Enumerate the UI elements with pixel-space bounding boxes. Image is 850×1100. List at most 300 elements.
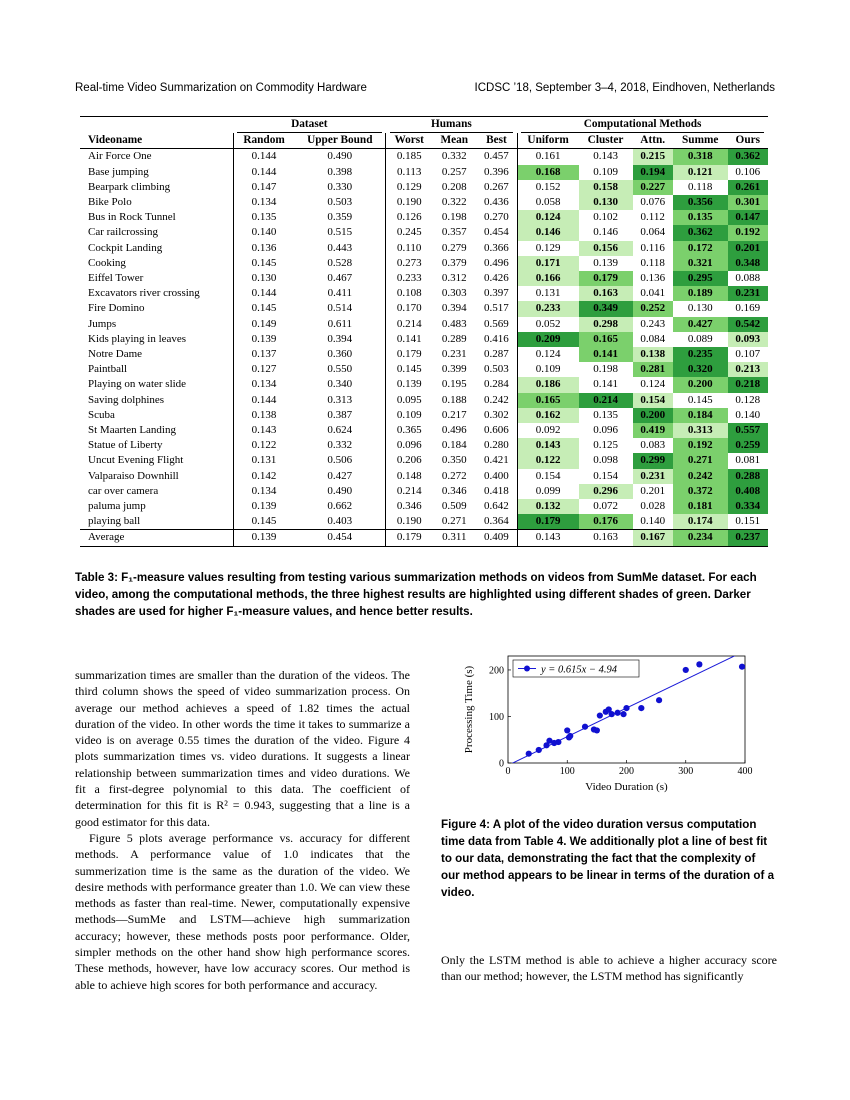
video-name-cell: Base jumping [88,165,149,178]
score-cell: 0.301 [728,195,768,210]
table-row [80,317,768,332]
score-cell: 0.272 [441,469,467,482]
score-cell: 0.093 [728,332,768,347]
score-cell: 0.218 [728,377,768,392]
score-cell: 0.624 [327,424,353,437]
data-point [620,711,626,717]
table-row [80,165,768,180]
score-cell: 0.170 [386,301,433,316]
score-cell: 0.135 [593,408,618,421]
score-cell: 0.271 [673,453,728,468]
score-cell: 0.267 [484,180,509,193]
score-cell: 0.190 [386,514,433,530]
table-row [80,301,768,316]
header-title: Real-time Video Summarization on Commodity Hardware [75,82,367,94]
score-cell: 0.163 [579,530,633,546]
score-cell: 0.189 [673,286,728,301]
score-cell: 0.311 [432,530,476,546]
score-cell: 0.181 [673,499,728,514]
table-row [80,423,768,438]
score-cell: 0.145 [233,301,294,316]
score-cell: 0.237 [728,530,768,546]
column-header: Videoname [80,133,233,149]
video-name-cell: car over camera [88,484,159,497]
score-cell: 0.190 [386,195,433,210]
score-cell: 0.245 [386,225,433,240]
score-cell: 0.136 [640,272,666,285]
group-computational: Computational Methods [521,117,764,133]
score-cell: 0.330 [327,180,353,193]
score-cell: 0.052 [517,317,578,332]
score-cell: 0.215 [633,149,673,165]
column-header: Ours [728,133,768,149]
score-cell: 0.131 [233,453,294,468]
table-row [80,195,768,210]
score-cell: 0.394 [327,332,353,345]
table-row [80,210,768,225]
score-cell: 0.454 [484,226,509,239]
score-cell: 0.109 [593,165,618,178]
score-cell: 0.122 [233,438,294,453]
score-cell: 0.072 [593,500,618,513]
score-cell: 0.149 [233,317,294,332]
score-cell: 0.340 [327,378,353,391]
score-cell: 0.398 [327,165,353,178]
score-cell: 0.179 [386,347,433,362]
score-cell: 0.131 [517,286,578,301]
score-cell: 0.295 [673,271,728,286]
video-name-cell: Average [80,530,233,546]
table-body [80,149,768,546]
score-cell: 0.140 [233,225,294,240]
group-dataset: Dataset [237,117,382,133]
data-point [623,705,629,711]
score-cell: 0.176 [579,514,633,530]
score-cell: 0.144 [233,149,294,165]
left-column-text [75,667,410,993]
score-cell: 0.168 [517,165,578,180]
score-cell: 0.454 [295,530,386,546]
score-cell: 0.242 [673,469,728,484]
video-name-cell: playing ball [88,515,141,528]
score-cell: 0.509 [441,500,467,513]
score-cell: 0.321 [673,256,728,271]
score-cell: 0.081 [735,454,761,467]
header-venue: ICDSC ’18, September 3–4, 2018, Eindhoven, Netherlands [474,82,775,94]
video-name-cell: Jumps [88,317,117,330]
score-cell: 0.296 [579,484,633,499]
column-header-row [80,133,768,149]
y-tick-label: 0 [499,758,504,770]
score-cell: 0.192 [673,438,728,453]
table-row [80,514,768,530]
score-cell: 0.467 [327,272,353,285]
score-cell: 0.165 [517,393,578,408]
score-cell: 0.121 [673,165,728,180]
score-cell: 0.132 [517,499,578,514]
column-header: Mean [432,133,476,149]
score-cell: 0.503 [327,196,353,209]
video-name-cell: Bus in Rock Tunnel [88,211,176,224]
score-cell: 0.217 [441,408,467,421]
score-cell: 0.334 [728,499,768,514]
score-cell: 0.135 [233,210,294,225]
score-cell: 0.411 [327,287,352,300]
group-humans: Humans [390,117,514,133]
score-cell: 0.112 [640,211,665,224]
score-cell: 0.642 [484,500,509,513]
data-point [609,711,615,717]
results-table-container [80,116,768,547]
score-cell: 0.379 [441,256,467,269]
score-cell: 0.346 [441,484,467,497]
score-cell: 0.134 [233,377,294,392]
score-cell: 0.108 [386,286,433,301]
score-cell: 0.139 [233,499,294,514]
video-name-cell: Fire Domino [88,302,145,315]
video-name-cell: Saving dolphines [88,393,165,406]
score-cell: 0.141 [386,332,433,347]
score-cell: 0.083 [640,439,666,452]
score-cell: 0.110 [386,241,433,256]
score-cell: 0.208 [441,180,467,193]
score-cell: 0.289 [441,332,467,345]
score-cell: 0.126 [386,210,433,225]
table-row [80,393,768,408]
score-cell: 0.167 [633,530,673,546]
score-cell: 0.312 [441,272,467,285]
score-cell: 0.252 [633,301,673,316]
score-cell: 0.271 [441,515,467,528]
score-cell: 0.151 [735,515,761,528]
score-cell: 0.200 [673,377,728,392]
score-cell: 0.303 [441,287,467,300]
score-cell: 0.145 [687,393,713,406]
data-point [567,733,573,739]
table-row [80,408,768,423]
score-cell: 0.201 [728,241,768,256]
score-cell: 0.436 [484,196,509,209]
score-cell: 0.139 [593,256,618,269]
score-cell: 0.165 [579,332,633,347]
y-tick-label: 100 [489,711,504,723]
score-cell: 0.490 [327,150,353,163]
score-cell: 0.528 [327,256,353,269]
right-column-text [441,952,777,985]
video-name-cell: Paintball [88,363,128,376]
score-cell: 0.302 [484,408,509,421]
right-paragraph-1: Only the LSTM method is able to achieve a higher accuracy score than our method; however, the LSTM method has significantly [441,953,777,984]
score-cell: 0.457 [484,150,509,163]
y-tick-label: 200 [489,665,504,677]
score-cell: 0.281 [633,362,673,377]
column-header: Random [233,133,294,149]
column-header: Upper Bound [295,133,386,149]
score-cell: 0.365 [386,423,433,438]
table-row [80,241,768,256]
score-cell: 0.394 [441,302,467,315]
score-cell: 0.280 [484,439,509,452]
score-cell: 0.346 [386,499,433,514]
score-cell: 0.141 [593,378,618,391]
score-cell: 0.076 [640,196,666,209]
table-row [80,225,768,240]
table-row [80,469,768,484]
score-cell: 0.396 [484,165,509,178]
data-point [638,705,644,711]
video-name-cell: Eiffel Tower [88,272,144,285]
score-cell: 0.179 [386,530,433,546]
data-point [656,697,662,703]
score-cell: 0.136 [233,241,294,256]
scatter-plot [455,650,775,800]
score-cell: 0.137 [233,347,294,362]
score-cell: 0.161 [517,149,578,165]
score-cell: 0.144 [233,393,294,408]
table-row [80,377,768,392]
score-cell: 0.143 [593,150,618,163]
score-cell: 0.409 [476,530,517,546]
score-cell: 0.088 [735,272,761,285]
data-point [526,751,532,757]
score-cell: 0.213 [728,362,768,377]
data-point [582,724,588,730]
score-cell: 0.332 [327,439,353,452]
score-cell: 0.064 [640,226,666,239]
video-name-cell: Excavators river crossing [88,287,200,300]
score-cell: 0.130 [687,302,713,315]
score-cell: 0.201 [640,484,666,497]
score-cell: 0.569 [484,317,509,330]
score-cell: 0.360 [327,348,353,361]
score-cell: 0.145 [233,256,294,271]
score-cell: 0.099 [517,484,578,499]
score-cell: 0.261 [728,180,768,195]
score-cell: 0.184 [441,439,467,452]
score-cell: 0.506 [327,454,353,467]
score-cell: 0.288 [728,469,768,484]
video-name-cell: Scuba [88,408,115,421]
score-cell: 0.140 [640,515,666,528]
score-cell: 0.148 [386,469,433,484]
score-cell: 0.134 [233,195,294,210]
score-cell: 0.243 [640,317,666,330]
table-row [80,347,768,362]
table-row [80,484,768,499]
score-cell: 0.443 [327,241,353,254]
score-cell: 0.145 [233,514,294,530]
score-cell: 0.332 [441,150,467,163]
score-cell: 0.163 [579,286,633,301]
score-cell: 0.169 [735,302,761,315]
score-cell: 0.356 [673,195,728,210]
score-cell: 0.227 [633,180,673,195]
score-cell: 0.419 [633,423,673,438]
video-name-cell: Air Force One [88,150,152,163]
score-cell: 0.129 [386,180,433,195]
score-cell: 0.490 [327,484,353,497]
score-cell: 0.109 [517,362,578,377]
video-name-cell: Car railcrossing [88,226,158,239]
table-row [80,362,768,377]
table-row [80,256,768,271]
video-name-cell: St Maarten Landing [88,424,176,437]
score-cell: 0.143 [517,530,578,546]
table-row [80,180,768,195]
score-cell: 0.195 [441,378,467,391]
score-cell: 0.186 [517,377,578,392]
score-cell: 0.287 [484,348,509,361]
table-row [80,499,768,514]
score-cell: 0.166 [517,271,578,286]
score-cell: 0.483 [441,317,467,330]
score-cell: 0.138 [233,408,294,423]
score-cell: 0.313 [673,423,728,438]
score-cell: 0.231 [441,348,467,361]
score-cell: 0.366 [484,241,509,254]
score-cell: 0.096 [386,438,433,453]
running-header [75,82,775,94]
score-cell: 0.198 [593,363,618,376]
score-cell: 0.359 [327,211,353,224]
x-tick-label: 0 [505,766,511,777]
score-cell: 0.128 [735,393,761,406]
score-cell: 0.124 [517,210,578,225]
score-cell: 0.147 [728,210,768,225]
score-cell: 0.284 [484,378,509,391]
score-cell: 0.154 [517,469,578,484]
score-cell: 0.154 [633,393,673,408]
score-cell: 0.116 [640,241,665,254]
score-cell: 0.514 [327,302,353,315]
score-cell: 0.503 [484,363,509,376]
data-point [536,747,542,753]
score-cell: 0.135 [673,210,728,225]
results-table [80,116,768,547]
score-cell: 0.496 [441,424,467,437]
score-cell: 0.162 [517,408,578,423]
score-cell: 0.350 [441,454,467,467]
x-axis-label: Video Duration (s) [585,781,668,793]
score-cell: 0.130 [233,271,294,286]
score-cell: 0.113 [386,165,433,180]
score-cell: 0.231 [728,286,768,301]
score-cell: 0.387 [327,408,353,421]
score-cell: 0.313 [327,393,353,406]
score-cell: 0.092 [517,423,578,438]
table-caption: Table 3: F₁-measure values resulting from testing various summarization methods on videos from SumMe dataset. For each video, among the computational methods, the three highest results are highlighted using different shades of green. Darker shades are used for higher F₁-measure values, and hence better results. [75,571,757,618]
score-cell: 0.058 [517,195,578,210]
score-cell: 0.102 [593,211,618,224]
score-cell: 0.662 [327,500,353,513]
score-cell: 0.143 [233,423,294,438]
score-cell: 0.279 [441,241,467,254]
score-cell: 0.206 [386,453,433,468]
score-cell: 0.273 [386,256,433,271]
score-cell: 0.146 [593,226,618,239]
score-cell: 0.106 [735,165,761,178]
score-cell: 0.124 [640,378,666,391]
score-cell: 0.214 [386,484,433,499]
column-header: Best [476,133,517,149]
video-name-cell: Bike Polo [88,196,132,209]
score-cell: 0.515 [327,226,353,239]
score-cell: 0.139 [233,332,294,347]
score-cell: 0.172 [673,241,728,256]
x-tick-label: 400 [737,766,753,777]
score-cell: 0.257 [441,165,467,178]
score-cell: 0.322 [441,196,467,209]
column-header: Attn. [633,133,673,149]
column-header: Worst [386,133,433,149]
score-cell: 0.122 [517,453,578,468]
score-cell: 0.138 [633,347,673,362]
score-cell: 0.557 [728,423,768,438]
score-cell: 0.550 [327,363,353,376]
score-cell: 0.298 [579,317,633,332]
table-row [80,286,768,301]
score-cell: 0.320 [673,362,728,377]
score-cell: 0.259 [728,438,768,453]
score-cell: 0.130 [579,195,633,210]
score-cell: 0.084 [640,332,666,345]
table-row [80,438,768,453]
score-cell: 0.426 [484,272,509,285]
score-cell: 0.142 [233,469,294,484]
data-point [696,661,702,667]
score-cell: 0.141 [579,347,633,362]
data-point [739,664,745,670]
score-cell: 0.095 [386,393,433,408]
score-cell: 0.403 [327,515,353,528]
data-point [594,727,600,733]
score-cell: 0.188 [441,393,467,406]
score-cell: 0.231 [633,469,673,484]
score-cell: 0.194 [633,165,673,180]
score-cell: 0.118 [688,180,713,193]
table-row [80,271,768,286]
score-cell: 0.299 [633,453,673,468]
score-cell: 0.134 [233,484,294,499]
x-tick-label: 100 [559,766,575,777]
table-row [80,149,768,165]
score-cell: 0.139 [386,377,433,392]
score-cell: 0.143 [517,438,578,453]
left-paragraph-1: summarization times are smaller than the duration of the videos. The third column shows the speed of video summarization process. On average our method achieves a speed of 1.82 times the actual duration of the video. In other words the time it takes to summarize a video is on average 0.55 times the duration of the video. Figure 4 plots summarization times vs. video durations. It suggests a linear relationship between summarization times and video durations. We fit a first-degree polynomial to this data. The coefficient of determination for this fit is R² = 0.943, suggesting that a line is a good estimator for this data. [75,668,410,829]
score-cell: 0.098 [593,454,618,467]
x-tick-label: 200 [619,766,634,777]
score-cell: 0.171 [517,256,578,271]
score-cell: 0.542 [728,317,768,332]
score-cell: 0.517 [484,302,509,315]
score-cell: 0.146 [517,225,578,240]
left-paragraph-2: Figure 5 plots average performance vs. accuracy for different methods. A performance value of 1.0 indicates that the summerization time is the same as the duration of the video. We desire methods with performance greater than 1.0. We can view these methods as faster than real-time. Newer, computationally expensive methods—SumMe and LSTM—achieve high summarization accuracy; however, these methods posts poor performance. Older, simpler methods on the other hand show high performance scores. These methods, however, have low accuracy scores. Our method is able to achieve high scores for both performance and accuracy. [75,830,410,992]
score-cell: 0.362 [728,149,768,165]
score-cell: 0.427 [327,469,353,482]
score-cell: 0.399 [441,363,467,376]
score-cell: 0.209 [517,332,578,347]
score-cell: 0.408 [728,484,768,499]
score-cell: 0.242 [484,393,509,406]
video-name-cell: Bearpark climbing [88,180,171,193]
data-point [615,710,621,716]
video-name-cell: Valparaiso Downhill [88,469,179,482]
legend-label: y = 0.615x − 4.94 [541,664,617,676]
score-cell: 0.357 [441,226,467,239]
video-name-cell: Notre Dame [88,348,143,361]
video-name-cell: paluma jump [88,500,146,513]
figure-4 [455,650,775,800]
